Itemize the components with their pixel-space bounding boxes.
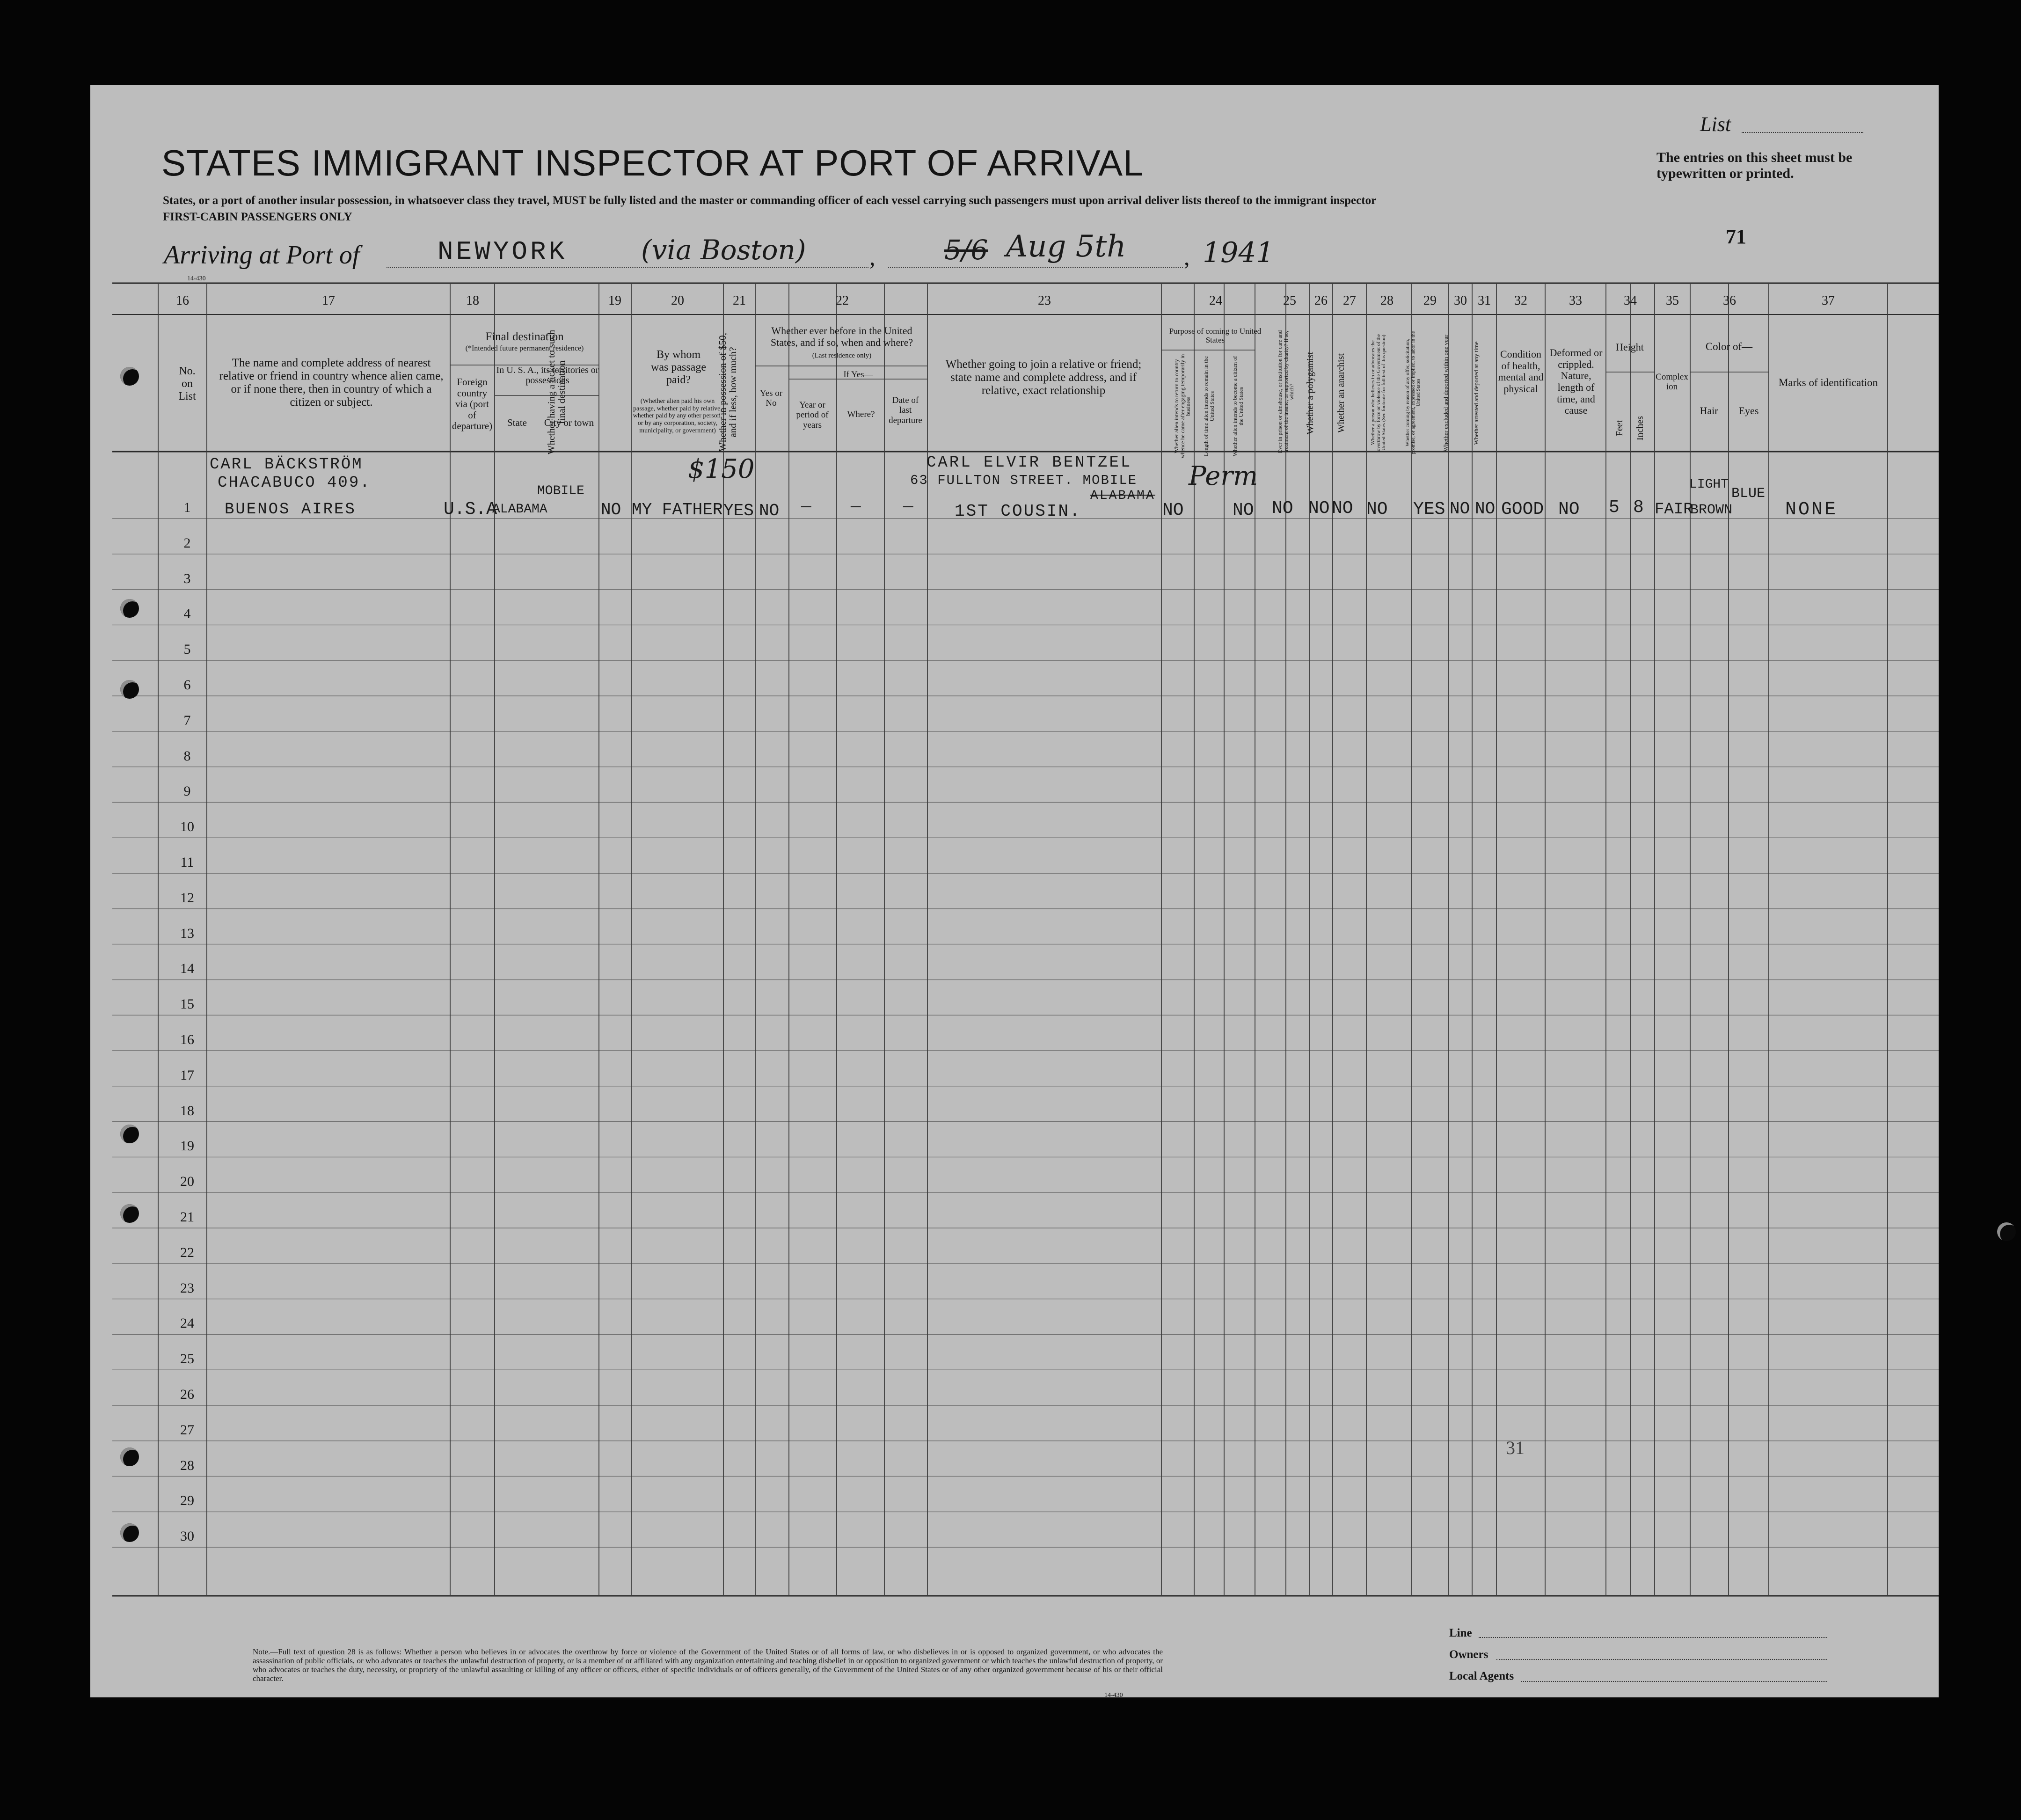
header-height: Height — [1616, 341, 1644, 353]
manifest-sheet — [90, 85, 1939, 1697]
entry-feet: 5 — [1609, 497, 1620, 518]
header-eyes: Eyes — [1738, 405, 1759, 417]
header-marks: Marks of identification — [1778, 377, 1878, 388]
row-number: 28 — [180, 1458, 194, 1473]
row-number: 13 — [180, 926, 194, 941]
column-number: 22 — [836, 293, 849, 308]
header-inches: Inches — [1635, 416, 1645, 441]
entry-arrested: NO — [1475, 499, 1496, 519]
entry-city: MOBILE — [537, 484, 584, 498]
entry-hair-line1: LIGHT — [1689, 477, 1729, 492]
header-hair: Hair — [1700, 405, 1718, 417]
row-number: 30 — [180, 1528, 194, 1544]
header-excluded: Whether excluded and deported within one year — [1442, 335, 1449, 452]
row-number: 8 — [183, 748, 191, 764]
header-condition: Condition of health, mental and physical — [1498, 348, 1544, 395]
form-grid — [90, 85, 1939, 1697]
entry-inches: 8 — [1633, 497, 1644, 518]
entry-relative-line3: BUENOS AIRES — [225, 501, 356, 519]
date-line — [888, 267, 1183, 268]
row-number: 2 — [183, 535, 191, 551]
header-arrested: Whether arrested and deported at any time — [1473, 341, 1480, 445]
row-number: 20 — [180, 1174, 194, 1189]
page-number: 71 — [1726, 225, 1746, 248]
entry-money-note: $150 — [688, 454, 755, 484]
column-number: 26 — [1314, 293, 1328, 308]
entry-foreign-country: U.S.A — [444, 499, 497, 519]
header-polygamist: Whether a polygamist — [1305, 351, 1315, 435]
comma-2: , — [1184, 244, 1190, 270]
row-number: 22 — [180, 1245, 194, 1260]
header-last-residence: (Last residence only) — [812, 352, 872, 359]
row-number: 1 — [183, 500, 191, 515]
entry-excluded: NO — [1450, 499, 1470, 519]
header-purpose-citizen: Whether alien intends to become a citizen of the United States — [1232, 356, 1244, 457]
form-code-top: 14-430 — [187, 275, 206, 282]
entry-complexion: FAIR — [1655, 501, 1693, 519]
column-number: 37 — [1822, 293, 1835, 308]
column-number: 27 — [1343, 293, 1356, 308]
header-foreign-country: Foreign country via (port of departure) — [452, 376, 493, 432]
entry-passage-paid: MY FATHER — [632, 500, 723, 519]
punch-hole — [120, 680, 139, 699]
header-feet: Feet — [1614, 420, 1625, 437]
column-number: 28 — [1380, 293, 1394, 308]
header-before-in-us: Whether ever before in the United States, and if so, when and where? — [770, 325, 913, 348]
entry-anarchist: NO — [1332, 498, 1353, 519]
row-number: 14 — [180, 961, 194, 976]
column-number: 17 — [322, 293, 335, 308]
row-number: 4 — [183, 606, 191, 621]
agents-label: Local Agents — [1449, 1670, 1514, 1682]
column-number: 24 — [1209, 293, 1222, 308]
entry-before-in-us: NO — [759, 501, 780, 520]
header-yes-no: Yes or No — [759, 388, 783, 409]
entry-polygamist: NO — [1308, 498, 1330, 519]
header-year-period: Year or period of years — [796, 400, 829, 430]
entry-join-line2: 63 FULLTON STREET. MOBILE — [910, 473, 1138, 488]
row-number: 6 — [183, 677, 191, 693]
header-date-departure: Date of last departure — [889, 395, 922, 425]
entry-deformed: NO — [1558, 499, 1580, 519]
row-number: 9 — [183, 783, 191, 799]
column-number: 29 — [1423, 293, 1437, 308]
entry-labor-offer: YES — [1413, 499, 1445, 519]
row-number: 23 — [180, 1280, 194, 1296]
port-line — [387, 267, 868, 268]
row-number: 5 — [183, 642, 191, 657]
owners-field — [1496, 1659, 1827, 1660]
entry-purpose-return: NO — [1162, 500, 1184, 520]
header-no-on-list: No. on List — [178, 365, 196, 402]
line-label: Line — [1449, 1627, 1472, 1639]
entry-relative-line2: CHACABUCO 409. — [218, 474, 371, 492]
header-state: State — [507, 417, 527, 428]
header-passage-paid: By whom was passage paid? — [651, 349, 706, 386]
via-value: (via Boston) — [641, 234, 806, 266]
row-number: 25 — [180, 1351, 194, 1367]
page-title: STATES IMMIGRANT INSPECTOR AT PORT OF ARRIVAL — [161, 142, 1144, 183]
row-number: 7 — [183, 713, 191, 728]
row-number: 21 — [180, 1209, 194, 1225]
column-number: 18 — [466, 293, 479, 308]
header-where: Where? — [847, 409, 875, 419]
column-number: 36 — [1723, 293, 1736, 308]
row-number: 3 — [183, 571, 191, 586]
year-value: 1941 — [1203, 236, 1274, 269]
column-number: 34 — [1624, 293, 1637, 308]
header-anarchist: Whether an anarchist — [1336, 353, 1346, 433]
punch-hole — [120, 367, 139, 386]
header-in-usa: In U. S. A., its territories or possessions — [496, 365, 599, 386]
header-color-of: Color of— — [1705, 341, 1753, 352]
column-number: 30 — [1454, 293, 1467, 308]
entry-join-line4: 1ST COUSIN. — [955, 502, 1081, 521]
entry-hair-line2: BROWN — [1690, 502, 1733, 518]
owners-label: Owners — [1449, 1648, 1488, 1661]
header-complexion: Complexion — [1656, 372, 1688, 392]
date-struck: 5/6 — [944, 234, 988, 266]
row-number: 19 — [180, 1138, 194, 1154]
date-value: Aug 5th — [1006, 229, 1126, 264]
column-number: 20 — [671, 293, 684, 308]
row-number: 10 — [180, 819, 194, 834]
entry-marks: NONE — [1785, 499, 1838, 520]
header-passage-paid-note: (Whether alien paid his own passage, whether paid by relative, whether paid by any other person, or by any corporation, society, municipality, or government) — [633, 398, 722, 434]
entry-where: — — [851, 497, 861, 516]
line-field — [1479, 1637, 1827, 1638]
entry-ticket: NO — [601, 500, 621, 519]
class-note: FIRST-CABIN PASSENGERS ONLY — [163, 211, 352, 223]
column-number: 21 — [733, 293, 746, 308]
punch-hole — [120, 1523, 139, 1542]
column-number: 16 — [176, 293, 189, 308]
entry-overthrow: NO — [1366, 499, 1388, 519]
row-number: 24 — [180, 1316, 194, 1331]
agents-field — [1521, 1681, 1827, 1682]
column-number: 25 — [1283, 293, 1296, 308]
entry-state: ALABAMA — [492, 502, 547, 517]
entry-year-period: — — [801, 497, 811, 516]
header-city: City or town — [544, 417, 594, 428]
row-number: 16 — [180, 1032, 194, 1047]
list-number-line — [1742, 132, 1863, 133]
row-number: 12 — [180, 890, 194, 906]
entry-relative-line1: CARL BÄCKSTRÖM — [210, 456, 363, 474]
entry-join-line3: ALABAMA — [1090, 489, 1155, 503]
header-if-yes: If Yes— — [843, 370, 873, 380]
entry-health: GOOD — [1501, 499, 1544, 519]
punch-hole — [120, 1204, 139, 1223]
entry-eyes: BLUE — [1731, 486, 1766, 502]
footer-note: Note.—Full text of question 28 is as follows: Whether a person who believes in or advocates the overthrow by force or violence of the Government of the United States or of all forms of law, or who disbelieves in or is opposed to organized government, or who advocates the assassination of public officials, or who advocates or teaches the unlawful destruction of property, or is a member of or affiliated with any organization entertaining and teaching disbelief in or opposition to organized government or which teaches the unlawful destruction of property, or who advocates or teaches the duty, necessity, or propriety of the unlawful assaulting or killing of any officer or officers, either of specific individuals or of officers generally, of the Government of the United States or of any other organized government because of his or their official character. — [253, 1647, 1163, 1683]
column-number: 32 — [1514, 293, 1527, 308]
arriving-label: Arriving at Port of — [164, 241, 360, 270]
header-ticket: Whether having a ticket to such final destination — [546, 329, 568, 455]
typewritten-instruction: The entries on this sheet must be typewritten or printed. — [1656, 150, 1853, 181]
entry-has-fifty: YES — [723, 501, 754, 520]
margin-mark: 31 — [1506, 1437, 1525, 1458]
entry-join-line1: CARL ELVIR BENTZEL — [927, 454, 1132, 472]
header-final-destination: Final destination — [485, 330, 564, 343]
header-final-destination-note: (*Intended future permanent residence) — [465, 344, 584, 352]
row-number: 27 — [180, 1422, 194, 1438]
header-subtitle: States, or a port of another insular possession, in whatsoever class they travel, MUST be fully listed and the master or commanding officer of each vessel carrying such passengers must upon arrival deliver lists thereof to the immigrant inspector — [163, 194, 1377, 207]
entry-purpose-note: Perm — [1189, 461, 1258, 491]
punch-hole — [120, 1447, 139, 1466]
punch-hole — [120, 1125, 139, 1143]
port-value: NEWYORK — [438, 237, 568, 267]
row-number: 26 — [180, 1387, 194, 1402]
row-number: 11 — [180, 855, 194, 870]
header-purpose-return: Whether alien intends to return to country whence he came after engaging temporarily in business — [1173, 354, 1192, 459]
footer-form-code: 14-430 — [1104, 1692, 1123, 1699]
column-number: 35 — [1666, 293, 1679, 308]
row-number: 17 — [180, 1067, 194, 1083]
header-join-relative: Whether going to join a relative or friend; state name and complete address, and if relative, exact relationship — [945, 358, 1142, 397]
comma-1: , — [869, 244, 876, 270]
entry-prison: NO — [1272, 498, 1293, 519]
column-number: 31 — [1478, 293, 1491, 308]
punch-hole — [1997, 1222, 2016, 1241]
column-number: 33 — [1569, 293, 1582, 308]
header-purpose: Purpose of coming to United States — [1169, 327, 1262, 345]
header-deformed: Deformed or crippled. Nature, length of time, and cause — [1549, 347, 1603, 417]
header-fifty-dollars: Whether in possession of $50, and if less, how much? — [717, 333, 739, 452]
header-prison: Ever in prison or almshouse, or institution for care and treatment of the insane, or supported by charity? If so, which? — [1277, 330, 1295, 453]
column-number: 19 — [608, 293, 621, 308]
column-number: 23 — [1038, 293, 1051, 308]
row-number: 18 — [180, 1103, 194, 1118]
header-overthrow: Whether a person who believes in or advocates the overthrow by force or violence of the Government of the United States (See footnote for full text of this question) — [1370, 334, 1387, 452]
entry-purpose-citizen: NO — [1233, 500, 1254, 520]
row-number: 15 — [180, 996, 194, 1012]
entry-date-departure: — — [903, 497, 913, 516]
row-number: 29 — [180, 1493, 194, 1508]
header-relative-address: The name and complete address of nearest relative or friend in country whence alien came, or if none there, then in country of which a citizen or subject. — [219, 357, 444, 409]
header-purpose-length: Length of time alien intends to remain in the United States — [1203, 356, 1215, 456]
list-label: List — [1700, 113, 1731, 136]
header-labor-offer: Whether coming by reason of any offer, solicitation, promise, or agreement, expressed or implied, to labor in the United States — [1405, 331, 1422, 454]
punch-hole — [120, 599, 139, 618]
